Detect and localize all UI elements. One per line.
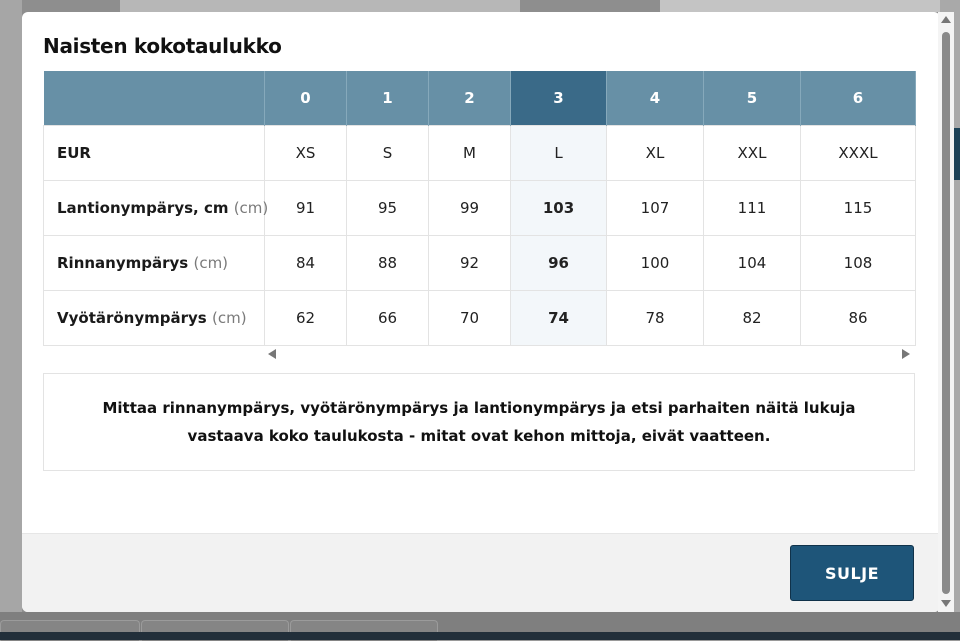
table-cell: 92 bbox=[429, 236, 511, 291]
scrollbar-thumb[interactable] bbox=[942, 32, 950, 594]
table-cell: S bbox=[347, 126, 429, 181]
table-cell: 86 bbox=[801, 291, 916, 346]
measurement-note bbox=[43, 373, 915, 471]
row-label-text: Vyötärönympärys bbox=[57, 309, 207, 327]
table-cell: 91 bbox=[265, 181, 347, 236]
size-table-container[interactable] bbox=[43, 71, 915, 345]
table-cell: 66 bbox=[347, 291, 429, 346]
table-cell-active: 103 bbox=[511, 181, 607, 236]
header-cell-empty bbox=[44, 71, 265, 126]
table-header-row bbox=[44, 71, 916, 126]
table-cell: 104 bbox=[704, 236, 801, 291]
row-label-text: EUR bbox=[57, 144, 91, 162]
row-label bbox=[44, 291, 265, 346]
table-cell: 78 bbox=[607, 291, 704, 346]
header-cell: 6 bbox=[801, 71, 916, 126]
note-text: Mittaa rinnanympärys, vyötärönympärys ja lantionympärys ja etsi parhaiten näitä lukuja vastaava koko taulukosta - mitat ovat kehon mittoja, eivät vaatteen. bbox=[102, 399, 856, 445]
scroll-down-icon[interactable] bbox=[941, 600, 951, 607]
row-label bbox=[44, 126, 265, 181]
modal-title: Naisten kokotaulukko bbox=[43, 34, 282, 58]
table-cell: 62 bbox=[265, 291, 347, 346]
table-cell: 108 bbox=[801, 236, 916, 291]
header-cell: 0 bbox=[265, 71, 347, 126]
header-cell: 2 bbox=[429, 71, 511, 126]
row-unit: (cm) bbox=[233, 199, 269, 217]
size-table bbox=[43, 71, 916, 346]
row-label bbox=[44, 181, 269, 236]
table-cell: XXL bbox=[704, 126, 801, 181]
background-bottom-strip bbox=[0, 632, 960, 640]
table-cell-active: 96 bbox=[511, 236, 607, 291]
header-cell: 1 bbox=[347, 71, 429, 126]
size-chart-modal bbox=[22, 12, 940, 612]
row-unit: (cm) bbox=[193, 254, 229, 272]
row-label bbox=[44, 236, 265, 291]
table-cell-active: 74 bbox=[511, 291, 607, 346]
table-cell: 100 bbox=[607, 236, 704, 291]
table-cell: XXXL bbox=[801, 126, 916, 181]
table-row bbox=[44, 291, 916, 346]
table-cell: 107 bbox=[607, 181, 704, 236]
background-image bbox=[120, 0, 520, 12]
triangle-right-icon[interactable] bbox=[902, 349, 910, 359]
table-cell: 115 bbox=[801, 181, 916, 236]
background-header bbox=[660, 0, 960, 12]
row-unit: (cm) bbox=[211, 309, 247, 327]
scroll-up-icon[interactable] bbox=[941, 16, 951, 23]
table-cell: XS bbox=[265, 126, 347, 181]
triangle-left-icon[interactable] bbox=[268, 349, 276, 359]
table-cell: 82 bbox=[704, 291, 801, 346]
table-cell: 95 bbox=[347, 181, 429, 236]
table-cell: 88 bbox=[347, 236, 429, 291]
close-button[interactable]: SULJE bbox=[790, 545, 914, 601]
header-cell-active: 3 bbox=[511, 71, 607, 126]
table-cell-active: L bbox=[511, 126, 607, 181]
table-cell: 99 bbox=[429, 181, 511, 236]
row-label-text: Rinnanympärys bbox=[57, 254, 189, 272]
table-row bbox=[44, 126, 916, 181]
modal-footer bbox=[22, 533, 940, 612]
table-row bbox=[44, 236, 916, 291]
header-cell: 5 bbox=[704, 71, 801, 126]
table-cell: 111 bbox=[704, 181, 801, 236]
row-label-text: Lantionympärys, cm bbox=[57, 199, 229, 217]
vertical-scrollbar[interactable] bbox=[938, 12, 954, 612]
table-cell: M bbox=[429, 126, 511, 181]
header-cell: 4 bbox=[607, 71, 704, 126]
table-row bbox=[44, 181, 916, 236]
table-cell: 70 bbox=[429, 291, 511, 346]
table-cell: 84 bbox=[265, 236, 347, 291]
background-left-panel bbox=[0, 0, 22, 640]
table-cell: XL bbox=[607, 126, 704, 181]
